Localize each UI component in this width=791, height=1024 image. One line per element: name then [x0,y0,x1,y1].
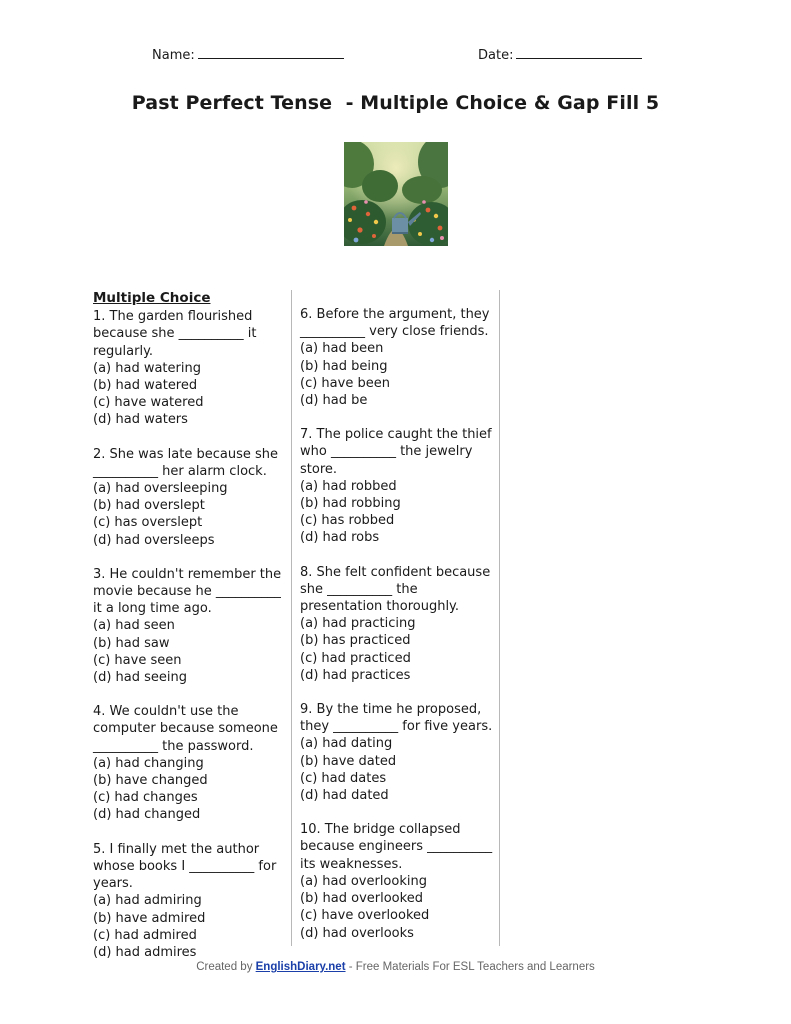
answer-option[interactable]: (d) had overlooks [300,925,414,941]
answer-option[interactable]: (a) had dating [300,736,393,752]
answer-option[interactable]: (c) has robbed [300,513,395,529]
question-stem: 1. The garden flourished because she __________ it regularly. [93,309,257,359]
garden-illustration [344,142,448,246]
answer-option[interactable]: (c) had dates [300,770,387,786]
answer-option[interactable]: (b) had being [300,358,388,374]
question-item [93,308,289,428]
date-blank-line[interactable] [516,46,642,59]
question-stem: 8. She felt confident because she __________ the presentation thoroughly. [300,564,491,615]
answer-option[interactable]: (d) had seeing [93,670,187,686]
answer-option[interactable]: (c) had practiced [300,650,411,666]
answer-option[interactable]: (a) had robbed [300,478,397,494]
question-stem: 7. The police caught the thief who __________ the jewelry store. [300,427,492,477]
answer-option[interactable]: (c) have watered [93,395,204,411]
answer-option[interactable]: (b) has practiced [300,633,411,649]
answer-option[interactable]: (c) have been [300,375,390,391]
date-label: Date: [478,48,514,63]
question-item [300,564,498,684]
question-stem: 5. I finally met the author whose books I __________ for years. [93,841,277,892]
answer-option[interactable]: (b) had robbing [300,496,401,512]
section-title: Multiple Choice [93,290,211,306]
answer-option[interactable]: (d) had admires [93,944,197,960]
answer-option[interactable]: (c) has overslept [93,515,203,531]
question-item [93,566,289,686]
answer-option[interactable]: (b) had watered [93,378,198,394]
answer-option[interactable]: (d) had robs [300,530,380,546]
question-item [93,703,289,823]
answer-option[interactable]: (a) had overlooking [300,873,427,889]
questions-column-left [93,290,289,978]
question-item [300,701,498,804]
question-stem: 2. She was late because she __________ her alarm clock. [93,446,278,479]
question-item [300,821,498,941]
answer-option[interactable]: (a) had been [300,341,384,357]
footer [0,961,791,973]
name-blank-line[interactable] [198,46,344,59]
answer-option[interactable]: (a) had changing [93,755,204,771]
question-stem: 4. We couldn't use the computer because someone __________ the password. [93,704,278,754]
question-item [300,306,498,409]
answer-option[interactable]: (a) had oversleeping [93,481,228,497]
question-stem: 6. Before the argument, they __________ very close friends. [300,307,490,340]
question-item [93,841,289,961]
answer-option[interactable]: (b) had overslept [93,498,205,514]
column-divider-left [291,290,292,946]
question-stem: 10. The bridge collapsed because engineers __________ its weaknesses. [300,822,493,872]
answer-option[interactable]: (b) had saw [93,635,170,651]
answer-option[interactable]: (c) have overlooked [300,908,430,924]
footer-suffix: - Free Materials For ESL Teachers and Learners [345,961,595,973]
answer-option[interactable]: (d) had dated [300,788,389,804]
worksheet-title: Past Perfect Tense - Multiple Choice & Gap Fill 5 [131,92,660,114]
answer-option[interactable]: (a) had admiring [93,893,202,909]
answer-option[interactable]: (d) had practices [300,667,411,683]
answer-option[interactable]: (d) had waters [93,412,188,428]
garden-watering-can-image [344,142,448,246]
footer-prefix: Created by [196,961,256,973]
column-divider-right [499,290,500,946]
answer-option[interactable]: (a) had practicing [300,616,416,632]
name-label: Name: [152,48,195,63]
answer-option[interactable]: (b) have dated [300,753,397,769]
answer-option[interactable]: (c) had admired [93,927,197,943]
answer-option[interactable]: (b) have changed [93,773,208,789]
question-stem: 9. By the time he proposed, they __________ for five years. [300,702,493,735]
answer-option[interactable]: (b) had overlooked [300,891,423,907]
questions-column-right [300,306,498,959]
name-field[interactable] [152,46,344,63]
date-field[interactable] [478,46,642,63]
answer-option[interactable]: (a) had seen [93,618,175,634]
answer-option[interactable]: (c) had changes [93,790,198,806]
answer-option[interactable]: (b) have admired [93,910,206,926]
answer-option[interactable]: (d) had changed [93,807,201,823]
answer-option[interactable]: (d) had oversleeps [93,532,215,548]
answer-option[interactable]: (a) had watering [93,360,201,376]
question-item [300,426,498,546]
footer-link[interactable]: EnglishDiary.net [255,961,346,973]
answer-option[interactable]: (c) have seen [93,652,182,668]
question-item [93,446,289,549]
question-stem: 3. He couldn't remember the movie because he __________ it a long time ago. [93,566,282,617]
answer-option[interactable]: (d) had be [300,393,368,409]
